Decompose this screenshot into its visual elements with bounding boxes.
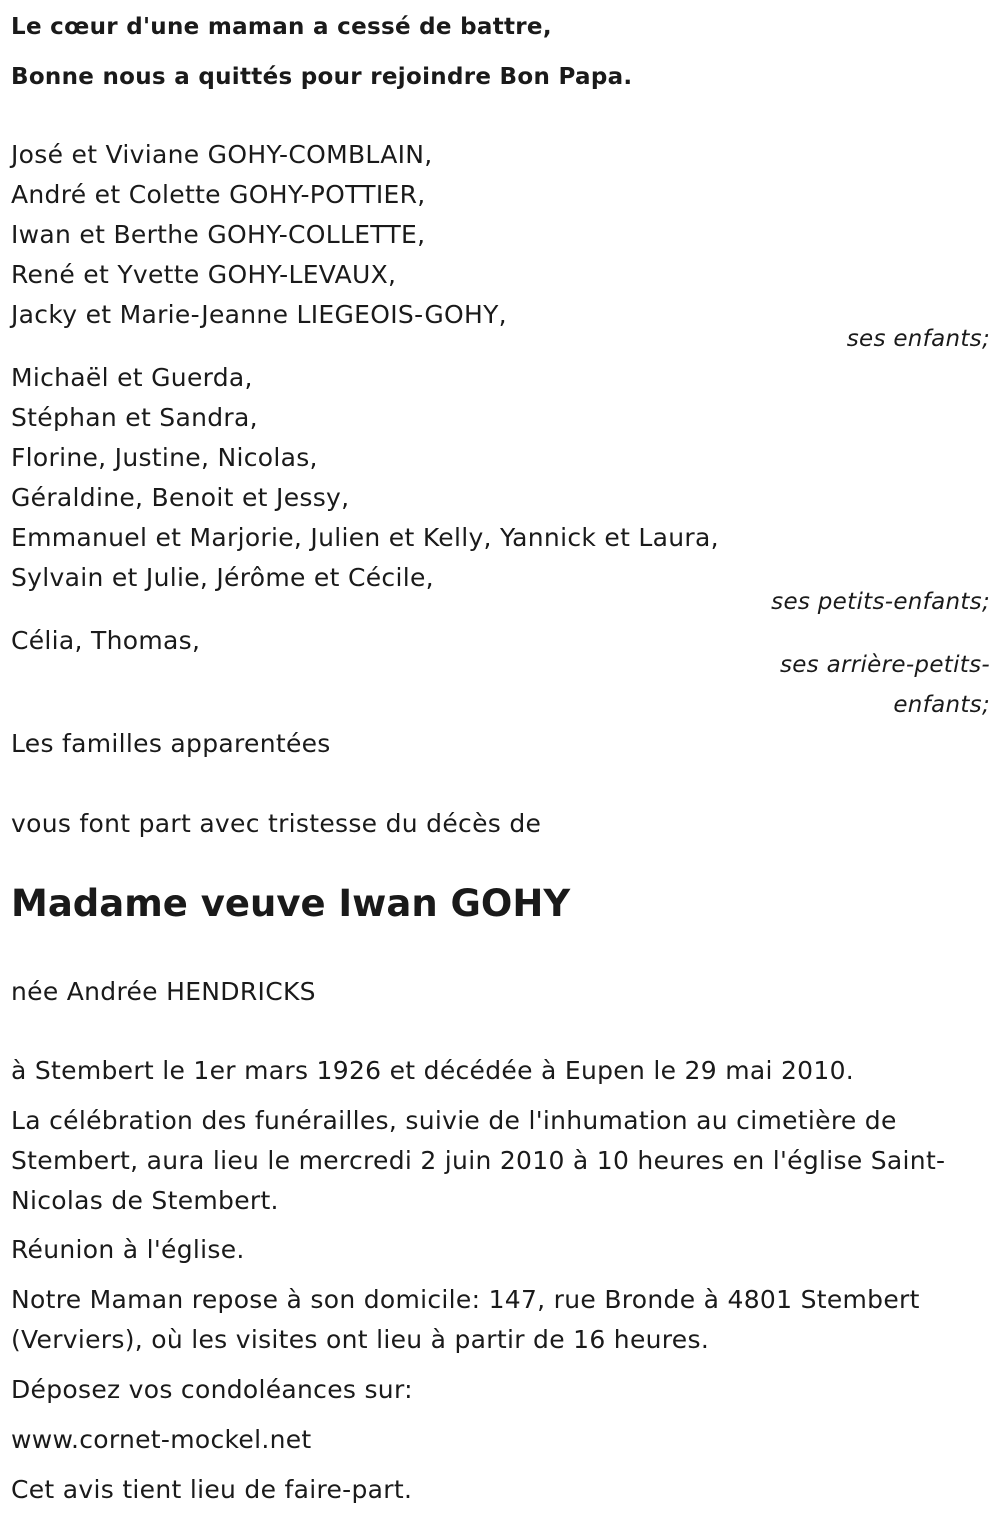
website-link[interactable]: www.cornet-mockel.net <box>11 1425 312 1454</box>
ceremony-line-1: La célébration des funérailles, suivie de l'inhumation au cimetière de <box>11 1106 897 1135</box>
child-3: Iwan et Berthe GOHY-COLLETTE, <box>11 220 426 249</box>
grandchild-1: Michaël et Guerda, <box>11 363 253 392</box>
rest-line-2: (Verviers), où les visites ont lieu à partir de 16 heures. <box>11 1325 710 1354</box>
ceremony-line-2: Stembert, aura lieu le mercredi 2 juin 2010 à 10 heures en l'église Saint- <box>11 1146 946 1175</box>
great-grandchildren-label-1: ses arrière-petits- <box>779 652 990 678</box>
child-5: Jacky et Marie-Jeanne LIEGEOIS-GOHY, <box>11 300 507 329</box>
condolences-label: Déposez vos condoléances sur: <box>11 1375 413 1404</box>
grandchild-3: Florine, Justine, Nicolas, <box>11 443 318 472</box>
children-label: ses enfants; <box>846 326 990 352</box>
dates-line: à Stembert le 1er mars 1926 et décédée à Eupen le 29 mai 2010. <box>11 1056 855 1085</box>
rest-line-1: Notre Maman repose à son domicile: 147, rue Bronde à 4801 Stembert <box>11 1285 920 1314</box>
gathering-line: Réunion à l'église. <box>11 1235 245 1264</box>
maiden-name: née Andrée HENDRICKS <box>11 977 316 1006</box>
great-grandchild-1: Célia, Thomas, <box>11 626 201 655</box>
families-line: Les familles apparentées <box>11 729 331 758</box>
grandchild-6: Sylvain et Julie, Jérôme et Cécile, <box>11 563 434 592</box>
child-1: José et Viviane GOHY-COMBLAIN, <box>11 140 433 169</box>
deceased-name: Madame veuve Iwan GOHY <box>11 882 571 925</box>
grandchild-5: Emmanuel et Marjorie, Julien et Kelly, Yannick et Laura, <box>11 523 719 552</box>
grandchildren-label: ses petits-enfants; <box>771 589 990 615</box>
child-2: André et Colette GOHY-POTTIER, <box>11 180 426 209</box>
grandchild-4: Géraldine, Benoit et Jessy, <box>11 483 350 512</box>
website-link-row <box>11 1425 312 1455</box>
intro-line-2: Bonne nous a quittés pour rejoindre Bon Papa. <box>11 64 633 90</box>
great-grandchildren-label-2: enfants; <box>893 692 990 718</box>
ceremony-line-3: Nicolas de Stembert. <box>11 1186 279 1215</box>
grandchild-2: Stéphan et Sandra, <box>11 403 258 432</box>
announce-line: vous font part avec tristesse du décès de <box>11 809 542 838</box>
closing-line: Cet avis tient lieu de faire-part. <box>11 1475 413 1504</box>
child-4: René et Yvette GOHY-LEVAUX, <box>11 260 397 289</box>
intro-line-1: Le cœur d'une maman a cessé de battre, <box>11 14 552 40</box>
